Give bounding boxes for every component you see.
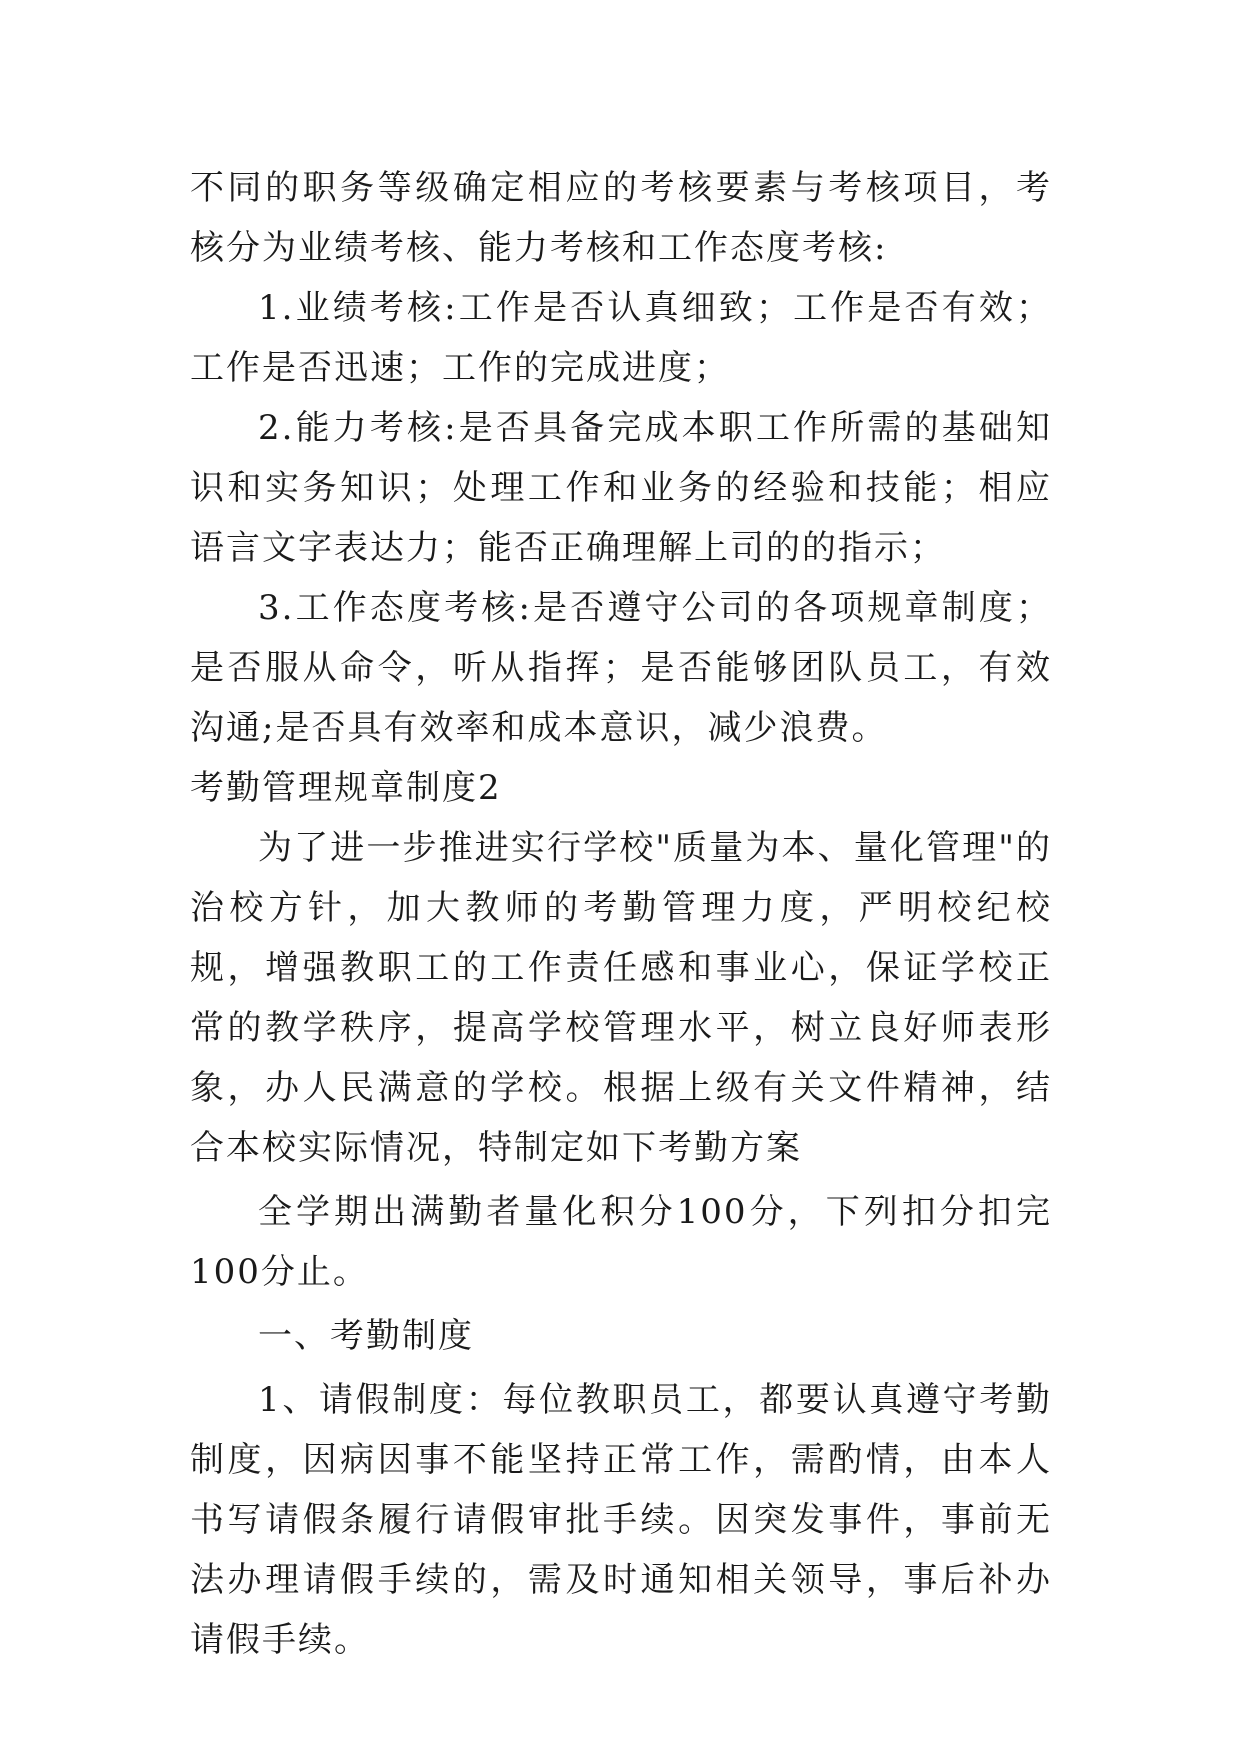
document-body	[190, 158, 1052, 1670]
paragraph-intro: 不同的职务等级确定相应的考核要素与考核项目，考核分为业绩考核、能力考核和工作态度考核:	[190, 168, 1052, 268]
paragraph-performance-review: 1.业绩考核:工作是否认真细致；工作是否有效；工作是否迅速；工作的完成进度；	[190, 288, 1052, 388]
paragraph-attitude-review: 3.工作态度考核:是否遵守公司的各项规章制度；是否服从命令，听从指挥；是否能够团队员工，有效沟通;是否具有效率和成本意识，减少浪费。	[190, 588, 1052, 748]
paragraph-ability-review: 2.能力考核:是否具备完成本职工作所需的基础知识和实务知识；处理工作和业务的经验和技能；相应语言文字表达力；能否正确理解上司的的指示；	[190, 408, 1052, 568]
paragraph-leave-policy: 1、请假制度：每位教职员工，都要认真遵守考勤制度，因病因事不能坚持正常工作，需酌情，由本人书写请假条履行请假审批手续。因突发事件，事前无法办理请假手续的，需及时通知相关领导，事后补办请假手续。	[190, 1380, 1052, 1660]
paragraph-purpose: 为了进一步推进实行学校"质量为本、量化管理"的治校方针，加大教师的考勤管理力度，严明校纪校规，增强教职工的工作责任感和事业心，保证学校正常的教学秩序，提高学校管理水平，树立良好师表形象，办人民满意的学校。根据上级有关文件精神，结合本校实际情况，特制定如下考勤方案	[190, 828, 1052, 1168]
paragraph-score-rule: 全学期出满勤者量化积分100分，下列扣分扣完100分止。	[190, 1192, 1052, 1292]
section-title: 考勤管理规章制度2	[190, 768, 502, 808]
paragraph-attendance-heading: 一、考勤制度	[258, 1316, 474, 1356]
